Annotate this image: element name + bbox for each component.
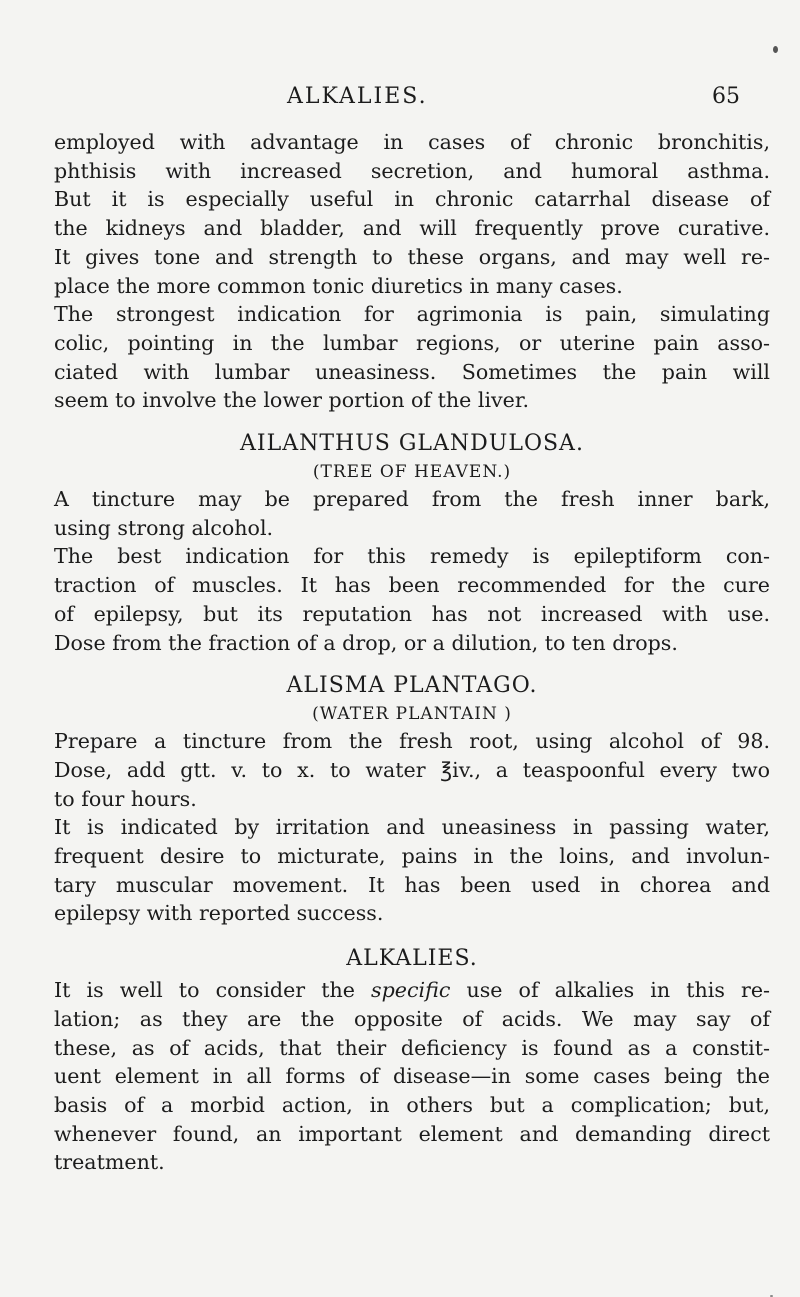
text-fragment: use of alkalies in this re- bbox=[450, 978, 771, 1003]
text-line: A tincture may be prepared from the fresh inner bark, bbox=[54, 487, 770, 512]
text-line: phthisis with increased secretion, and humoral asthma. bbox=[54, 158, 770, 183]
text-line: these, as of acids, that their deficiency is found as a constit- bbox=[54, 1035, 770, 1060]
text-line: place the more common tonic diuretics in many cases. bbox=[54, 273, 623, 298]
paper-speck bbox=[773, 46, 778, 53]
body-text bbox=[54, 128, 770, 1177]
text-line: tary muscular movement. It has been used in chorea and bbox=[54, 872, 770, 897]
section-subtitle: (WATER PLANTAIN ) bbox=[312, 704, 512, 725]
text-line: seem to involve the lower portion of the liver. bbox=[54, 388, 529, 413]
text-line: colic, pointing in the lumbar regions, or uterine pain asso- bbox=[54, 330, 770, 355]
text-line: But it is especially useful in chronic catarrhal disease of bbox=[54, 187, 770, 212]
text-line: employed with advantage in cases of chronic bronchitis, bbox=[54, 130, 770, 154]
text-line: frequent desire to micturate, pains in the loins, and involun- bbox=[54, 844, 770, 869]
text-line: treatment. bbox=[54, 1150, 165, 1175]
text-line: basis of a morbid action, in others but a complication; but, bbox=[54, 1092, 770, 1117]
text-line: Prepare a tincture from the fresh root, using alcohol of 98. bbox=[54, 729, 770, 754]
text-line: ciated with lumbar uneasiness. Sometimes the pain will bbox=[54, 359, 770, 384]
emphasis-word: specific bbox=[371, 978, 451, 1003]
text-line: Dose from the fraction of a drop, or a dilution, to ten drops. bbox=[54, 630, 678, 655]
text-line: The best indication for this remedy is epileptiform con- bbox=[54, 544, 770, 569]
text-line bbox=[54, 976, 770, 1005]
text-line: lation; as they are the opposite of acids. We may say of bbox=[54, 1006, 770, 1031]
text-line: It is indicated by irritation and uneasiness in passing water, bbox=[54, 815, 770, 840]
section-subtitle: (TREE OF HEAVEN.) bbox=[312, 462, 512, 483]
section-title: ALKALIES. bbox=[346, 946, 478, 972]
section-title: ALISMA PLANTAGO. bbox=[286, 673, 538, 699]
text-line: using strong alcohol. bbox=[54, 515, 274, 540]
text-line: It gives tone and strength to these organs, and may well re- bbox=[54, 244, 770, 269]
intro-paragraphs bbox=[54, 128, 770, 415]
section-alisma bbox=[54, 671, 770, 928]
text-fragment: It is well to consider the bbox=[54, 978, 372, 1003]
section-ailanthus bbox=[54, 429, 770, 657]
section-alkalies bbox=[54, 944, 770, 1177]
text-line: The strongest indication for agrimonia is pain, simulating bbox=[54, 302, 770, 327]
section-title: AILANTHUS GLANDULOSA. bbox=[240, 431, 584, 457]
running-head bbox=[0, 84, 800, 114]
text-line: of epilepsy, but its reputation has not increased with use. bbox=[54, 601, 770, 626]
text-line: the kidneys and bladder, and will frequently prove curative. bbox=[54, 216, 770, 241]
text-line: to four hours. bbox=[54, 786, 197, 811]
running-title: ALKALIES. bbox=[287, 84, 428, 109]
text-line: epilepsy with reported success. bbox=[54, 901, 384, 926]
text-line: Dose, add gtt. v. to x. to water ℥iv., a teaspoonful every two bbox=[54, 757, 770, 782]
text-line: traction of muscles. It has been recommended for the cure bbox=[54, 573, 770, 598]
text-line: whenever found, an important element and demanding direct bbox=[54, 1121, 770, 1146]
text-line: uent element in all forms of disease—in some cases being the bbox=[54, 1064, 770, 1089]
page-number: 65 bbox=[712, 84, 740, 109]
